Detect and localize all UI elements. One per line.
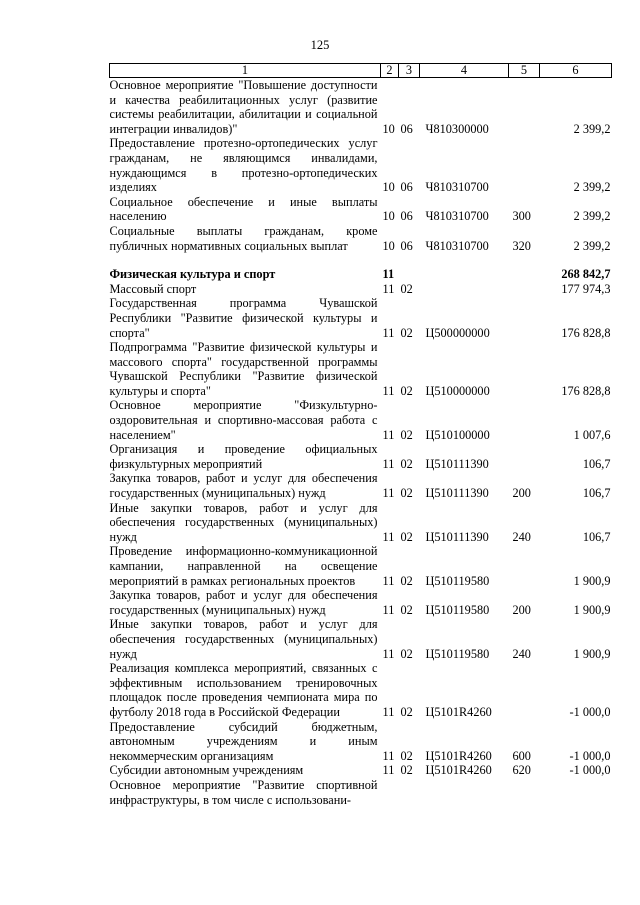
budget-table — [109, 63, 612, 807]
name-cell: Проведение информационно-коммуникационной кампании, направленной на освещение мероприятий в рамках региональных проектов — [109, 544, 378, 588]
expense-type-cell — [509, 296, 540, 340]
subsection-cell: 06 — [400, 121, 413, 136]
table-row — [110, 778, 612, 807]
table-row — [110, 442, 612, 471]
section-cell: 11 — [382, 602, 395, 617]
subsection-cell: 02 — [400, 704, 413, 719]
amount-cell: 2 399,2 — [573, 238, 611, 253]
target-code-cell — [420, 778, 509, 807]
expense-type-cell: 620 — [512, 763, 531, 778]
target-code-cell: Ц510111390 — [425, 529, 489, 544]
target-code-cell — [420, 267, 509, 282]
target-code-cell: Ц510000000 — [425, 383, 490, 398]
target-code-cell: Ч810310700 — [425, 209, 489, 224]
section-cell: 11 — [382, 383, 395, 398]
table-row — [110, 763, 612, 778]
section-cell: 10 — [382, 209, 395, 224]
table-row — [110, 720, 612, 764]
name-cell: Закупка товаров, работ и услуг для обеспечения государственных (муниципальных) нужд — [109, 588, 378, 617]
table-row — [110, 136, 612, 194]
target-code-cell — [420, 282, 509, 297]
name-cell: Иные закупки товаров, работ и услуг для обеспечения государственных (муниципальных) нужд — [109, 500, 378, 544]
amount-cell: -1 000,0 — [569, 748, 611, 763]
name-cell: Основное мероприятие "Повышение доступности и качества реабилитационных услуг (развитие системы реабилитации, абилитации и социальной интеграции инвалидов)" — [109, 78, 378, 136]
name-cell: Социальные выплаты гражданам, кроме публичных нормативных социальных выплат — [109, 223, 378, 253]
amount-cell: 177 974,3 — [561, 281, 611, 296]
subsection-cell — [399, 778, 420, 807]
table-row — [110, 340, 612, 398]
section-cell: 11 — [382, 486, 395, 501]
expense-type-cell: 300 — [512, 209, 531, 224]
header-cell: 4 — [420, 64, 509, 78]
subsection-cell: 02 — [400, 486, 413, 501]
amount-cell: 1 900,9 — [573, 573, 611, 588]
subsection-cell: 02 — [400, 325, 413, 340]
header-cell: 5 — [509, 64, 540, 78]
expense-type-cell: 200 — [512, 602, 531, 617]
table-row — [110, 224, 612, 253]
target-code-cell: Ц510119580 — [425, 573, 490, 588]
section-cell: 11 — [382, 427, 395, 442]
name-cell: Закупка товаров, работ и услуг для обеспечения государственных (муниципальных) нужд — [109, 471, 378, 501]
section-cell: 11 — [382, 763, 395, 778]
amount-cell: 1 900,9 — [573, 602, 611, 617]
header-cell: 2 — [381, 64, 399, 78]
expense-type-cell — [509, 267, 540, 282]
target-code-cell: Ч810310700 — [425, 180, 489, 195]
section-cell: 11 — [382, 281, 395, 296]
table-row — [110, 588, 612, 617]
section-cell: 11 — [382, 267, 395, 282]
amount-cell: 1 900,9 — [573, 646, 611, 661]
amount-cell: 106,7 — [582, 486, 611, 501]
subsection-cell: 02 — [400, 529, 413, 544]
header-cell: 1 — [110, 64, 381, 78]
subsection-cell: 06 — [400, 180, 413, 195]
amount-cell: 2 399,2 — [573, 180, 611, 195]
subsection-cell: 02 — [400, 427, 413, 442]
expense-type-cell: 240 — [512, 646, 531, 661]
target-code-cell: Ц5101R4260 — [425, 748, 492, 763]
subsection-cell: 02 — [400, 281, 413, 296]
name-cell: Реализация комплекса мероприятий, связанных с эффективным использованием тренировочных площадок после проведения чемпионата мира по футболу 2018 года в Российской Федерации — [109, 661, 378, 719]
name-cell: Государственная программа Чувашской Республики "Развитие физической культуры и спорта" — [109, 296, 378, 340]
subsection-cell: 02 — [400, 383, 413, 398]
subsection-cell: 06 — [400, 209, 413, 224]
amount-cell: 176 828,8 — [561, 325, 611, 340]
subsection-cell: 02 — [400, 573, 413, 588]
name-cell: Предоставление субсидий бюджетным, автономным учреждениям и иным некоммерческим организациям — [109, 719, 378, 763]
expense-type-cell — [509, 544, 540, 588]
section-cell: 11 — [382, 325, 395, 340]
amount-cell: 176 828,8 — [561, 383, 611, 398]
section-cell: 11 — [382, 704, 395, 719]
name-cell: Массовый спорт — [109, 281, 197, 296]
amount-cell: 2 399,2 — [573, 209, 611, 224]
name-cell: Субсидии автономным учреждениям — [109, 763, 304, 778]
subsection-cell: 06 — [400, 238, 413, 253]
expense-type-cell: 240 — [512, 529, 531, 544]
section-cell: 10 — [382, 180, 395, 195]
section-cell: 10 — [382, 238, 395, 253]
section-cell: 11 — [382, 748, 395, 763]
target-code-cell: Ц510100000 — [425, 427, 490, 442]
target-code-cell: Ц5101R4260 — [425, 704, 492, 719]
target-code-cell: Ц510119580 — [425, 646, 490, 661]
name-cell: Основное мероприятие "Развитие спортивной инфраструктуры, в том числе с использовани- — [109, 777, 378, 807]
name-cell: Социальное обеспечение и иные выплаты населению — [109, 194, 378, 224]
section-cell: 11 — [382, 573, 395, 588]
subsection-cell: 02 — [400, 646, 413, 661]
name-cell: Подпрограмма "Развитие физической культуры и массового спорта" государственной программы Чувашской Республики "Развитие физической культуры и спорта" — [109, 340, 378, 398]
header-cell: 3 — [399, 64, 420, 78]
table-row — [110, 501, 612, 545]
name-cell: Предоставление протезно-ортопедических услуг гражданам, не являющимся инвалидами, нуждающимся в протезно-ортопедических изделиях — [109, 136, 378, 195]
target-code-cell: Ц500000000 — [425, 325, 490, 340]
subsection-cell: 02 — [400, 748, 413, 763]
amount-cell: 106,7 — [582, 456, 611, 471]
table-header-row — [110, 64, 612, 78]
target-code-cell: Ц5101R4260 — [425, 763, 492, 778]
table-row — [110, 471, 612, 500]
amount-cell — [540, 778, 612, 807]
section-cell: 11 — [382, 456, 395, 471]
table-row — [110, 544, 612, 588]
expense-type-cell — [509, 282, 540, 297]
target-code-cell: Ч810310700 — [425, 238, 489, 253]
name-cell: Иные закупки товаров, работ и услуг для обеспечения государственных (муниципальных) нужд — [109, 617, 378, 661]
name-cell: Организация и проведение официальных физкультурных мероприятий — [109, 442, 378, 471]
table-row — [110, 296, 612, 340]
target-code-cell: Ц510111390 — [425, 486, 489, 501]
expense-type-cell — [509, 442, 540, 471]
table-row — [110, 398, 612, 442]
expense-type-cell — [509, 340, 540, 398]
section-cell — [381, 778, 399, 807]
table-row — [110, 282, 612, 297]
section-cell: 11 — [382, 646, 395, 661]
table-row — [110, 267, 612, 282]
table-row — [110, 617, 612, 661]
amount-cell: 268 842,7 — [561, 267, 611, 282]
expense-type-cell — [509, 136, 540, 194]
amount-cell: 2 399,2 — [573, 121, 611, 136]
amount-cell: 1 007,6 — [573, 427, 611, 442]
expense-type-cell — [509, 661, 540, 719]
section-cell: 11 — [382, 529, 395, 544]
amount-cell: -1 000,0 — [569, 763, 611, 778]
expense-type-cell — [509, 78, 540, 137]
section-cell: 10 — [382, 121, 395, 136]
table-body — [110, 78, 612, 808]
expense-type-cell: 320 — [512, 238, 531, 253]
subsection-cell: 02 — [400, 602, 413, 617]
subsection-cell — [399, 267, 420, 282]
name-cell: Физическая культура и спорт — [109, 267, 276, 282]
subsection-cell: 02 — [400, 456, 413, 471]
target-code-cell: Ц510119580 — [425, 602, 490, 617]
subsection-cell: 02 — [400, 763, 413, 778]
spacer-row — [110, 253, 612, 267]
table-row — [110, 661, 612, 719]
name-cell: Основное мероприятие "Физкультурно-оздоровительная и спортивно-массовая работа с населением" — [109, 398, 378, 442]
target-code-cell: Ц510111390 — [425, 456, 489, 471]
page-number: 125 — [310, 38, 330, 52]
target-code-cell: Ч810300000 — [425, 121, 489, 136]
table-row — [110, 78, 612, 137]
amount-cell: 106,7 — [582, 529, 611, 544]
expense-type-cell: 600 — [512, 748, 531, 763]
header-cell: 6 — [540, 64, 612, 78]
expense-type-cell — [509, 778, 540, 807]
amount-cell: -1 000,0 — [569, 704, 611, 719]
table-row — [110, 195, 612, 224]
expense-type-cell — [509, 398, 540, 442]
expense-type-cell: 200 — [512, 486, 531, 501]
